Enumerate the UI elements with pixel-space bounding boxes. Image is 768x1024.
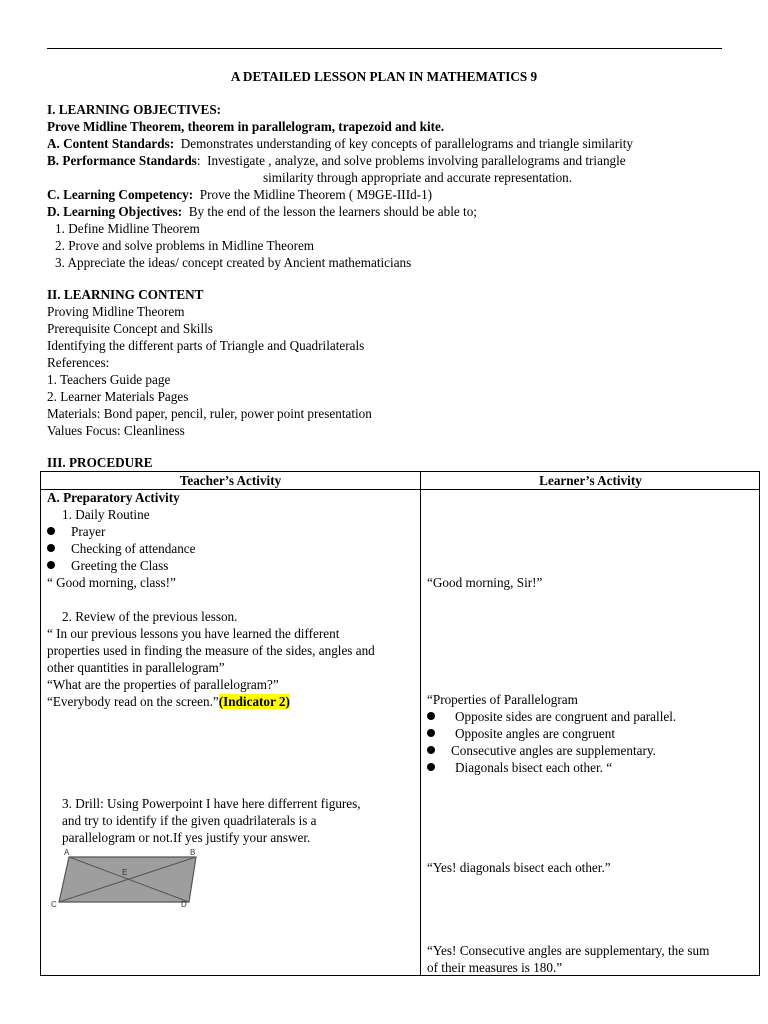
objective-item: 1. Define Midline Theorem	[55, 221, 200, 236]
objectives-section	[47, 101, 633, 271]
bullet-icon	[427, 746, 435, 754]
review-line: “ In our previous lessons you have learned the different	[47, 626, 340, 641]
teacher-column	[47, 489, 375, 846]
vertex-c-label: C	[51, 900, 57, 909]
learner-greeting: “Good morning, Sir!”	[427, 575, 543, 590]
drill-line: and try to identify if the given quadrilaterals is a	[62, 813, 317, 828]
performance-standards-text-2: similarity through appropriate and accurate representation.	[263, 170, 573, 185]
learner-answer-2	[427, 942, 759, 976]
content-heading: II. LEARNING CONTENT	[47, 287, 204, 302]
bullet-icon	[427, 712, 435, 720]
objective-item: 3. Appreciate the ideas/ concept created by Ancient mathematicians	[55, 255, 412, 270]
learning-competency-label: C. Learning Competency:	[47, 187, 194, 202]
bullet-icon	[427, 763, 435, 771]
review-label: 2. Review of the previous lesson.	[62, 609, 238, 624]
page-title: A DETAILED LESSON PLAN IN MATHEMATICS 9	[230, 69, 538, 84]
learner-properties	[427, 691, 676, 776]
parallelogram-figure	[49, 847, 199, 911]
column-divider	[420, 472, 421, 975]
property-item: Consecutive angles are supplementary.	[451, 743, 656, 758]
objectives-topic: Prove Midline Theorem, theorem in parallelogram, trapezoid and kite.	[47, 119, 445, 134]
content-line: Identifying the different parts of Triangle and Quadrilaterals	[47, 338, 365, 353]
drill-line: parallelogram or not.If yes justify your answer.	[62, 830, 311, 845]
routine-item: Prayer	[71, 524, 106, 539]
content-line: 1. Teachers Guide page	[47, 372, 171, 387]
content-line: Proving Midline Theorem	[47, 304, 185, 319]
performance-standards-text: : Investigate , analyze, and solve problems involving parallelograms and triangle	[196, 153, 626, 168]
bullet-icon	[47, 561, 55, 569]
vertex-d-label: D	[181, 900, 187, 909]
content-line: 2. Learner Materials Pages	[47, 389, 189, 404]
routine-item: Checking of attendance	[71, 541, 196, 556]
learning-objectives-label: D. Learning Objectives:	[47, 204, 183, 219]
content-section	[47, 286, 372, 439]
routine-item: Greeting the Class	[71, 558, 169, 573]
teacher-activity-header: Teacher’s Activity	[179, 473, 282, 488]
objective-item: 2. Prove and solve problems in Midline Theorem	[55, 238, 315, 253]
bullet-icon	[47, 527, 55, 535]
vertex-b-label: B	[190, 848, 196, 857]
review-line: properties used in finding the measure of the sides, angles and	[47, 643, 375, 658]
drill-line: 3. Drill: Using Powerpoint I have here differrent figures,	[62, 796, 361, 811]
answer-2-line-2: of their measures is 180.”	[427, 960, 563, 975]
learner-answer-1: “Yes! diagonals bisect each other.”	[427, 860, 611, 875]
learning-objectives-text: By the end of the lesson the learners should be able to;	[182, 204, 477, 219]
review-line: other quantities in parallelogram”	[47, 660, 225, 675]
content-line: Prerequisite Concept and Skills	[47, 321, 213, 336]
content-standards-text: Demonstrates understanding of key concepts of parallelograms and triangle similarity	[174, 136, 634, 151]
center-e-label: E	[122, 868, 128, 877]
content-standards-label: A. Content Standards:	[47, 136, 175, 151]
bullet-icon	[47, 544, 55, 552]
content-line: Materials: Bond paper, pencil, ruler, power point presentation	[47, 406, 372, 421]
read-screen-instruction: “Everybody read on the screen.”	[47, 694, 219, 709]
property-item: Diagonals bisect each other. “	[455, 760, 613, 775]
daily-routine: 1. Daily Routine	[62, 507, 150, 522]
bullet-icon	[427, 729, 435, 737]
teacher-greeting: “ Good morning, class!”	[47, 575, 176, 590]
objectives-heading: I. LEARNING OBJECTIVES:	[47, 102, 222, 117]
top-rule	[47, 48, 722, 49]
procedure-heading: III. PROCEDURE	[47, 455, 153, 470]
property-item: Opposite angles are congruent	[455, 726, 616, 741]
learner-activity-header: Learner’s Activity	[539, 473, 642, 488]
property-item: Opposite sides are congruent and parallel.	[455, 709, 677, 724]
vertex-a-label: A	[64, 848, 70, 857]
properties-title: “Properties of Parallelogram	[427, 692, 578, 707]
review-line: “What are the properties of parallelogram?”	[47, 677, 279, 692]
preparatory-activity-label: A. Preparatory Activity	[47, 490, 180, 505]
indicator-highlight: (Indicator 2)	[218, 694, 290, 709]
procedure-table	[40, 471, 760, 976]
content-line: Values Focus: Cleanliness	[47, 423, 185, 438]
answer-2-line-1: “Yes! Consecutive angles are supplementary, the sum	[427, 943, 710, 958]
performance-standards-label: B. Performance Standards	[47, 153, 197, 168]
content-line: References:	[47, 355, 110, 370]
learning-competency-text: Prove the Midline Theorem ( M9GE-IIId-1)	[193, 187, 433, 202]
